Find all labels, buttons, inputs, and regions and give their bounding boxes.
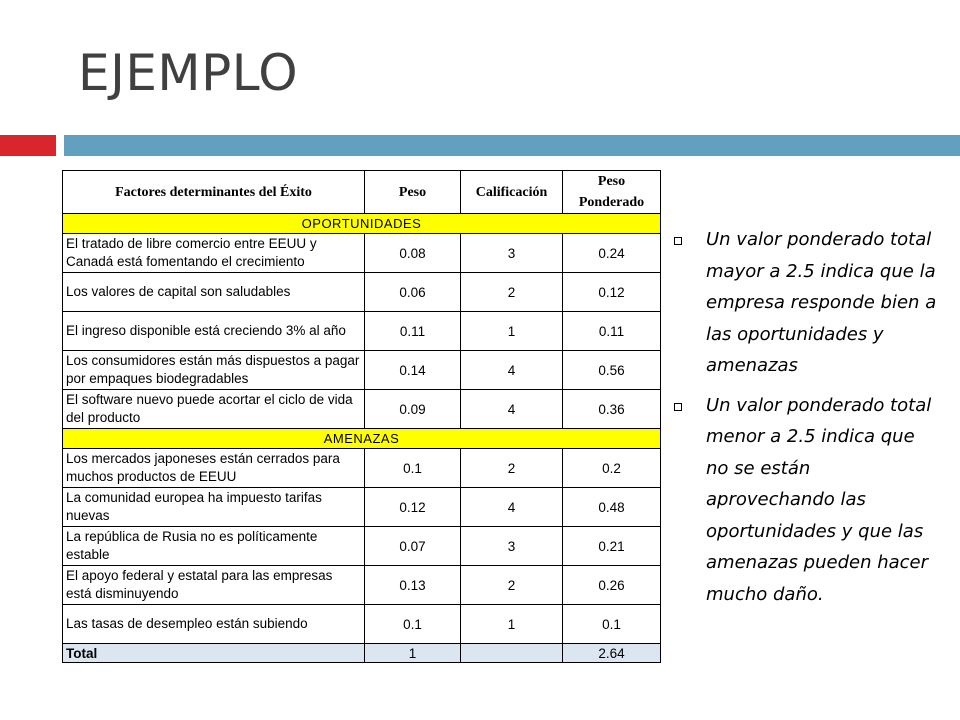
calificacion-cell: 3 — [461, 527, 563, 566]
ponderado-cell: 0.2 — [563, 449, 661, 488]
table-row — [63, 527, 661, 566]
header-peso: Peso — [365, 171, 461, 214]
total-peso: 1 — [365, 644, 461, 663]
factor-cell: La república de Rusia no es políticamente estable — [63, 527, 365, 566]
section-label: AMENAZAS — [63, 429, 661, 449]
bullet-item — [672, 390, 942, 611]
bullet-list — [672, 224, 942, 618]
calificacion-cell: 4 — [461, 488, 563, 527]
table-row — [63, 566, 661, 605]
header-ponderado: Peso Ponderado — [563, 171, 661, 214]
factor-cell: El software nuevo puede acortar el ciclo de vida del producto — [63, 390, 365, 429]
table-row — [63, 390, 661, 429]
table-header-row — [63, 171, 661, 214]
ponderado-cell: 0.21 — [563, 527, 661, 566]
ponderado-cell: 0.11 — [563, 312, 661, 351]
peso-cell: 0.08 — [365, 234, 461, 273]
total-ponderado: 2.64 — [563, 644, 661, 663]
total-row — [63, 644, 661, 663]
factor-cell: Los consumidores están más dispuestos a pagar por empaques biodegradables — [63, 351, 365, 390]
factor-cell: Los mercados japoneses están cerrados para muchos productos de EEUU — [63, 449, 365, 488]
calificacion-cell: 2 — [461, 566, 563, 605]
efe-matrix-table — [62, 170, 661, 663]
factor-cell: El apoyo federal y estatal para las empresas está disminuyendo — [63, 566, 365, 605]
table-row — [63, 273, 661, 312]
bullet-text: Un valor ponderado total menor a 2.5 indica que no se están aprovechando las oportunidades y que las amenazas pueden hacer mucho daño. — [706, 394, 932, 605]
factor-cell: Las tasas de desempleo están subiendo — [63, 605, 365, 644]
ponderado-cell: 0.48 — [563, 488, 661, 527]
peso-cell: 0.07 — [365, 527, 461, 566]
table-row — [63, 605, 661, 644]
ponderado-cell: 0.12 — [563, 273, 661, 312]
total-label: Total — [63, 644, 365, 663]
peso-cell: 0.1 — [365, 449, 461, 488]
ponderado-cell: 0.26 — [563, 566, 661, 605]
header-calificacion: Calificación — [461, 171, 563, 214]
calificacion-cell: 3 — [461, 234, 563, 273]
bullet-item — [672, 224, 942, 382]
header-factor: Factores determinantes del Éxito — [63, 171, 365, 214]
factor-cell: La comunidad europea ha impuesto tarifas nuevas — [63, 488, 365, 527]
slide-title: EJEMPLO — [78, 44, 299, 102]
table-row — [63, 488, 661, 527]
peso-cell: 0.1 — [365, 605, 461, 644]
square-bullet-icon — [674, 403, 682, 411]
ponderado-cell: 0.24 — [563, 234, 661, 273]
calificacion-cell: 1 — [461, 312, 563, 351]
calificacion-cell: 2 — [461, 273, 563, 312]
table-row — [63, 351, 661, 390]
total-calificacion — [461, 644, 563, 663]
peso-cell: 0.13 — [365, 566, 461, 605]
table-row — [63, 234, 661, 273]
calificacion-cell: 1 — [461, 605, 563, 644]
ponderado-cell: 0.36 — [563, 390, 661, 429]
factor-cell: Los valores de capital son saludables — [63, 273, 365, 312]
section-row-amenazas — [63, 429, 661, 449]
peso-cell: 0.09 — [365, 390, 461, 429]
peso-cell: 0.11 — [365, 312, 461, 351]
square-bullet-icon — [674, 237, 682, 245]
table-row — [63, 449, 661, 488]
bullet-text: Un valor ponderado total mayor a 2.5 indica que la empresa responde bien a las oportunidades y amenazas — [706, 229, 937, 376]
peso-cell: 0.14 — [365, 351, 461, 390]
accent-bar-red — [0, 135, 56, 156]
calificacion-cell: 2 — [461, 449, 563, 488]
factor-cell: El ingreso disponible está creciendo 3% al año — [63, 312, 365, 351]
table-row — [63, 312, 661, 351]
accent-bar-blue — [64, 135, 960, 156]
ponderado-cell: 0.1 — [563, 605, 661, 644]
section-row-oportunidades — [63, 214, 661, 234]
section-label: OPORTUNIDADES — [63, 214, 661, 234]
factor-cell: El tratado de libre comercio entre EEUU y Canadá está fomentando el crecimiento — [63, 234, 365, 273]
peso-cell: 0.12 — [365, 488, 461, 527]
calificacion-cell: 4 — [461, 351, 563, 390]
peso-cell: 0.06 — [365, 273, 461, 312]
ponderado-cell: 0.56 — [563, 351, 661, 390]
calificacion-cell: 4 — [461, 390, 563, 429]
